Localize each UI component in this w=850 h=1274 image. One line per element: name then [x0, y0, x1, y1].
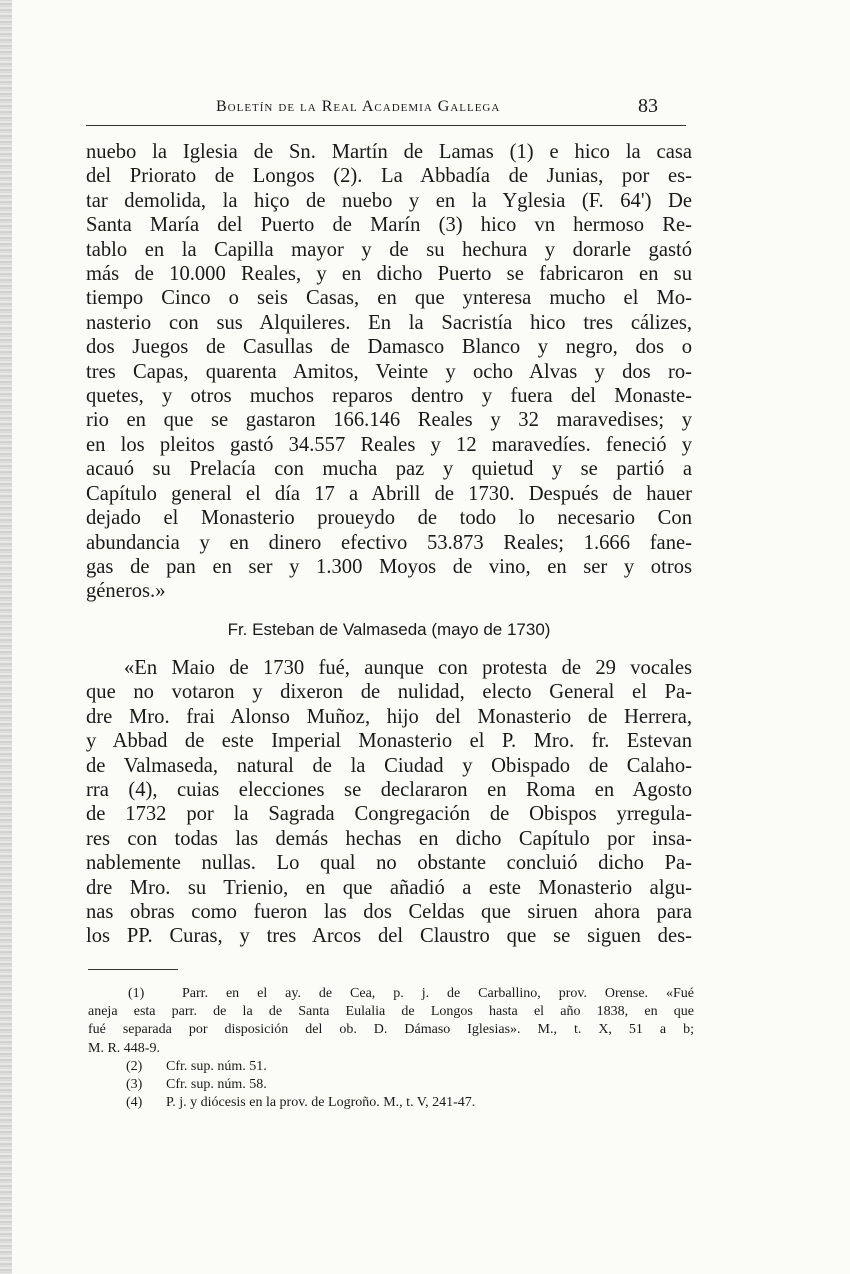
text-line: tablo en la Capilla mayor y de su hechura y dorarle gastó: [86, 238, 692, 261]
text-line: Santa María del Puerto de Marín (3) hico vn hermoso Re-: [86, 214, 692, 237]
text-line: los PP. Curas, y tres Arcos del Claustro que se siguen des-: [86, 925, 692, 948]
text-line: del Priorato de Longos (2). La Abbadía de Junias, por es-: [86, 165, 692, 188]
section-heading: Fr. Esteban de Valmaseda (mayo de 1730): [227, 620, 551, 639]
footnote-line: fué separada por disposición del ob. D. Dámaso Iglesias». M., t. X, 51 a b;: [88, 1022, 694, 1038]
footnote-3: [88, 1076, 694, 1094]
text-line: de 1732 por la Sagrada Congregación de Obispos yrregula-: [86, 803, 692, 826]
text-line: tiempo Cinco o seis Casas, en que ynteresa mucho el Mo-: [86, 287, 692, 310]
text-line: géneros.»: [86, 580, 166, 603]
footnote-number: (1): [128, 986, 145, 1001]
text-line: de Valmaseda, natural de la Ciudad y Obispado de Calaho-: [86, 754, 692, 777]
text-line: más de 10.000 Reales, y en dicho Puerto se fabricaron en su: [86, 263, 692, 286]
text-line: nasterio con sus Alquileres. En la Sacristía hico tres cálizes,: [86, 311, 692, 334]
text-line: Capítulo general el día 17 a Abrill de 1730. Después de hauer: [86, 482, 692, 505]
text-line: que no votaron y dixeron de nulidad, electo General el Pa-: [86, 681, 692, 704]
binding-edge: [0, 0, 12, 1274]
page-header: [86, 92, 686, 126]
text-line: y Abbad de este Imperial Monasterio el P. Mro. fr. Estevan: [86, 730, 692, 753]
text-line: dre Mro. su Trienio, en que añadió a este Monasterio algu-: [86, 876, 692, 899]
header-rule: [86, 125, 686, 126]
text-line: «En Maio de 1730 fué, aunque con protesta de 29 vocales: [124, 657, 692, 679]
footnote-text: Cfr. sup. núm. 51.: [166, 1058, 267, 1074]
footnote-text: P. j. y diócesis en la prov. de Logroño. M., t. V, 241-47.: [166, 1095, 476, 1111]
running-title: Boletín de la Real Academia Gallega: [216, 98, 501, 115]
text-line: nuebo la Iglesia de Sn. Martín de Lamas (1) e hico la casa: [86, 141, 692, 163]
text-line: en los pleitos gastó 34.557 Reales y 12 maravedíes. feneció y: [86, 433, 692, 456]
text-line: nas obras como fueron las dos Celdas que siruen ahora para: [86, 901, 692, 924]
text-line: rio en que se gastaron 166.146 Reales y 32 maravedises; y: [86, 409, 692, 432]
text-line: dejado el Monasterio proueydo de todo lo necesario Con: [86, 507, 692, 530]
footnote-4: [88, 1094, 694, 1112]
text-line: dos Juegos de Casullas de Damasco Blanco y negro, dos o: [86, 336, 692, 359]
text-line: res con todas las demás hechas en dicho Capítulo por insa-: [86, 827, 692, 850]
paragraph-2: [86, 656, 692, 949]
footnote-line: M. R. 448-9.: [88, 1040, 160, 1056]
text-line: acauó su Prelacía con mucha paz y quietud y se partió a: [86, 458, 692, 481]
text-line: tres Capas, quarenta Amitos, Veinte y ocho Alvas y dos ro-: [86, 360, 692, 383]
text-line: nablemente nullas. Lo qual no obstante concluió dicho Pa-: [86, 852, 692, 875]
footnote-line: [88, 985, 694, 1003]
footnote-1: [88, 985, 694, 1058]
footnote-number: (3): [126, 1077, 143, 1093]
text-line: dre Mro. frai Alonso Muñoz, hijo del Monasterio de Herrera,: [86, 705, 692, 728]
footnote-2: [88, 1058, 694, 1076]
page-number: 83: [638, 95, 658, 117]
footnote-text: Parr. en el ay. de Cea, p. j. de Carballino, prov. Orense. «Fué: [181, 986, 695, 1001]
text-line: rra (4), cuias elecciones se declararon en Roma en Agosto: [86, 779, 692, 802]
footnote-number: (4): [126, 1095, 143, 1111]
text-line: quetes, y otros muchos reparos dentro y fuera del Monaste-: [86, 385, 692, 408]
paragraph-1: [86, 140, 692, 604]
text-line: abundancia y en dinero efectivo 53.873 Reales; 1.666 fane-: [86, 531, 692, 554]
footnote-line: aneja esta parr. de la de Santa Eulalia de Longos hasta el año 1838, en que: [88, 1004, 694, 1020]
footnote-rule: [88, 969, 178, 970]
text-line: tar demolida, la hiço de nuebo y en la Yglesia (F. 64') De: [86, 189, 692, 212]
footnotes: [88, 985, 694, 1112]
footnote-text: Cfr. sup. núm. 58.: [166, 1077, 267, 1093]
text-line: gas de pan en ser y 1.300 Moyos de vino, en ser y otros: [86, 555, 692, 578]
footnote-number: (2): [126, 1058, 143, 1074]
